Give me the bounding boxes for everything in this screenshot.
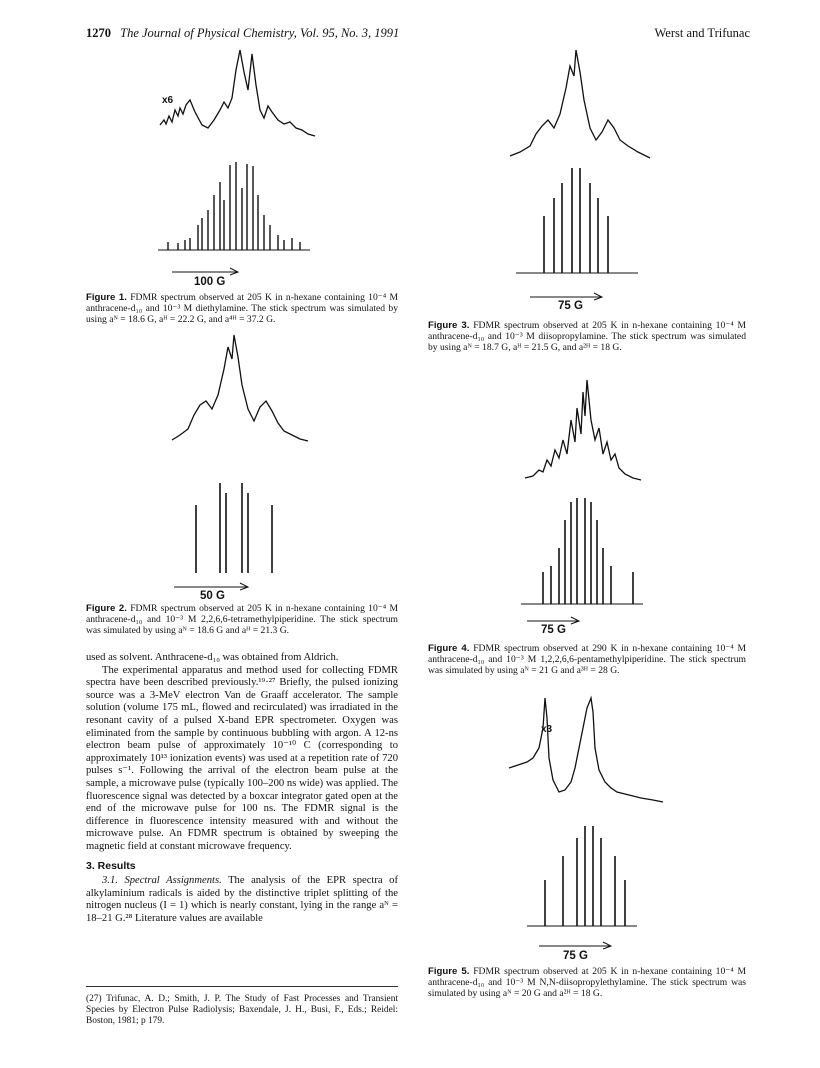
figure-2-caption <box>86 603 398 637</box>
stick-spectrum <box>543 498 633 604</box>
fdmr-spectrum-trace <box>160 50 315 136</box>
figure-3-caption <box>428 320 746 354</box>
figure-3-plot <box>500 48 670 308</box>
body-paragraph <box>86 875 398 925</box>
figure-2-plot <box>170 335 350 595</box>
caption-label: Figure 4. <box>428 643 470 654</box>
caption-text: FDMR spectrum observed at 205 K in n-hexane containing 10⁻⁴ M anthracene-d₁₀ and 10⁻³ M 2,2,6,6-tetramethylpiperidine. The stick spectrum was simulated by using aᴺ = 18.6 G and aᴴ = 21.3 G. <box>86 603 399 637</box>
fdmr-spectrum-trace <box>510 50 650 158</box>
body-paragraph: The experimental apparatus and method used for collecting FDMR spectra have been described previously.¹⁹·²⁷ Briefly, the pulsed ionizing source was a 3-MeV electron Van de Graaff accelerator. The sample solution (volume 175 mL, flowed and recirculated) was irradiated in the resonant cavity of a pulsed X-band EPR spectrometer. Oxygen was eliminated from the sample by continuous bubbling with argon. A 12-ns electron beam pulse of approximately 10⁻¹⁰ C (corresponding to approximately 10¹³ ionization events) was used at a repetition rate of 720 pulses s⁻¹. Following the arrival of the electron beam pulse at the sample, a microwave pulse (typically 100–200 ns wide) was applied. The fluorescence signal was detected by a boxcar integrator gated open at the end of the microwave pulse for 100 ns. The FDMR signal is the difference in fluorescence intensity measured with and without the microwave pulse. An FDMR spectrum is obtained by sweeping the magnetic field at constant microwave frequency. <box>86 664 398 852</box>
fdmr-spectrum-trace <box>172 335 308 441</box>
journal-title: The Journal of Physical Chemistry, Vol. 95, No. 3, 1991 <box>120 26 400 40</box>
figure-5-caption <box>428 966 746 1000</box>
caption-text: FDMR spectrum observed at 205 K in n-hexane containing 10⁻⁴ M anthracene-d₁₀ and 10⁻³ M diisopropylamine. The stick spectrum was simulated by using aᴺ = 18.7 G, aᴴ = 21.5 G, and a²ᴴ = 18 G. <box>428 320 747 354</box>
fdmr-spectrum-trace <box>525 380 641 480</box>
scale-label: 75 G <box>563 950 588 962</box>
figure-1-plot <box>150 50 400 290</box>
figure-3 <box>500 48 670 312</box>
running-header <box>86 26 399 41</box>
scale-label: 100 G <box>194 276 226 288</box>
figure-4-caption <box>428 643 746 677</box>
footnote: (27) Trifunac, A. D.; Smith, J. P. The Study of Fast Processes and Transient Species by Electron Pulse Radiolysis; Baxendale, J. H., Busi, F., Eds.; Reidel: Boston, 1981; p 179. <box>86 994 398 1026</box>
fdmr-spectrum-trace <box>509 698 663 802</box>
stick-spectrum <box>545 826 625 926</box>
scale-arrow <box>174 583 248 590</box>
scale-label: 75 G <box>558 300 583 312</box>
caption-label: Figure 3. <box>428 320 470 331</box>
running-authors: Werst and Trifunac <box>654 26 750 40</box>
figure-4 <box>515 380 665 636</box>
figure-2 <box>170 335 350 602</box>
subsection-label: 3.1. Spectral Assignments. <box>102 875 222 887</box>
caption-text: FDMR spectrum observed at 205 K in n-hexane containing 10⁻⁴ M anthracene-d₁₀ and 10⁻³ M N,N-diisopropylethylamine. The stick spectrum was simulated by using aᴺ = 20 G and a²ᴴ = 18 G. <box>428 966 747 1000</box>
footnote-rule <box>86 986 398 987</box>
figure-1-caption <box>86 292 398 326</box>
figure-5 <box>505 698 675 963</box>
scale-arrow <box>539 942 611 949</box>
scale-label: 75 G <box>541 624 566 636</box>
scale-arrow <box>172 268 238 275</box>
caption-label: Figure 5. <box>428 966 470 977</box>
scale-arrow <box>527 617 579 624</box>
caption-label: Figure 1. <box>86 292 127 303</box>
stick-spectrum <box>168 162 300 250</box>
caption-text: FDMR spectrum observed at 290 K in n-hexane containing 10⁻⁴ M anthracene-d₁₀ and 10⁻³ M 1,2,2,6,6-pentamethylpiperidine. The stick spectrum was simulated by using aᴺ = 21 G and a³ᴴ = 28 G. <box>428 643 747 677</box>
stick-spectrum <box>196 483 272 573</box>
caption-text: FDMR spectrum observed at 205 K in n-hexane containing 10⁻⁴ M anthracene-d₁₀ and 10⁻³ M diethylamine. The stick spectrum was simulated by using aᴺ = 18.6 G, aᴴ = 22.2 G, and a⁴ᴴ = 37.2 G. <box>86 292 399 326</box>
stick-spectrum <box>516 168 680 273</box>
page-number: 1270 <box>86 26 111 40</box>
body-paragraph-text: The analysis of the EPR spectra of alkylaminium radicals is aided by the distinctive triplet splitting of the nitrogen nucleus (I = 1) which is nearly constant, lying in the range aᴺ = 18–21 G.²⁸ Literature values are available <box>86 875 398 924</box>
figure-4-plot <box>515 380 665 630</box>
figure-1 <box>150 50 400 290</box>
scale-arrow <box>530 293 602 300</box>
multiplier-label: x6 <box>162 95 174 106</box>
body-text-column <box>86 652 398 925</box>
multiplier-label: x3 <box>541 724 553 735</box>
scale-label: 50 G <box>200 590 225 602</box>
caption-label: Figure 2. <box>86 603 127 614</box>
figure-5-plot <box>505 698 675 963</box>
body-paragraph: used as solvent. Anthracene-d₁₀ was obtained from Aldrich. <box>86 652 339 663</box>
section-heading: 3. Results <box>86 859 136 872</box>
